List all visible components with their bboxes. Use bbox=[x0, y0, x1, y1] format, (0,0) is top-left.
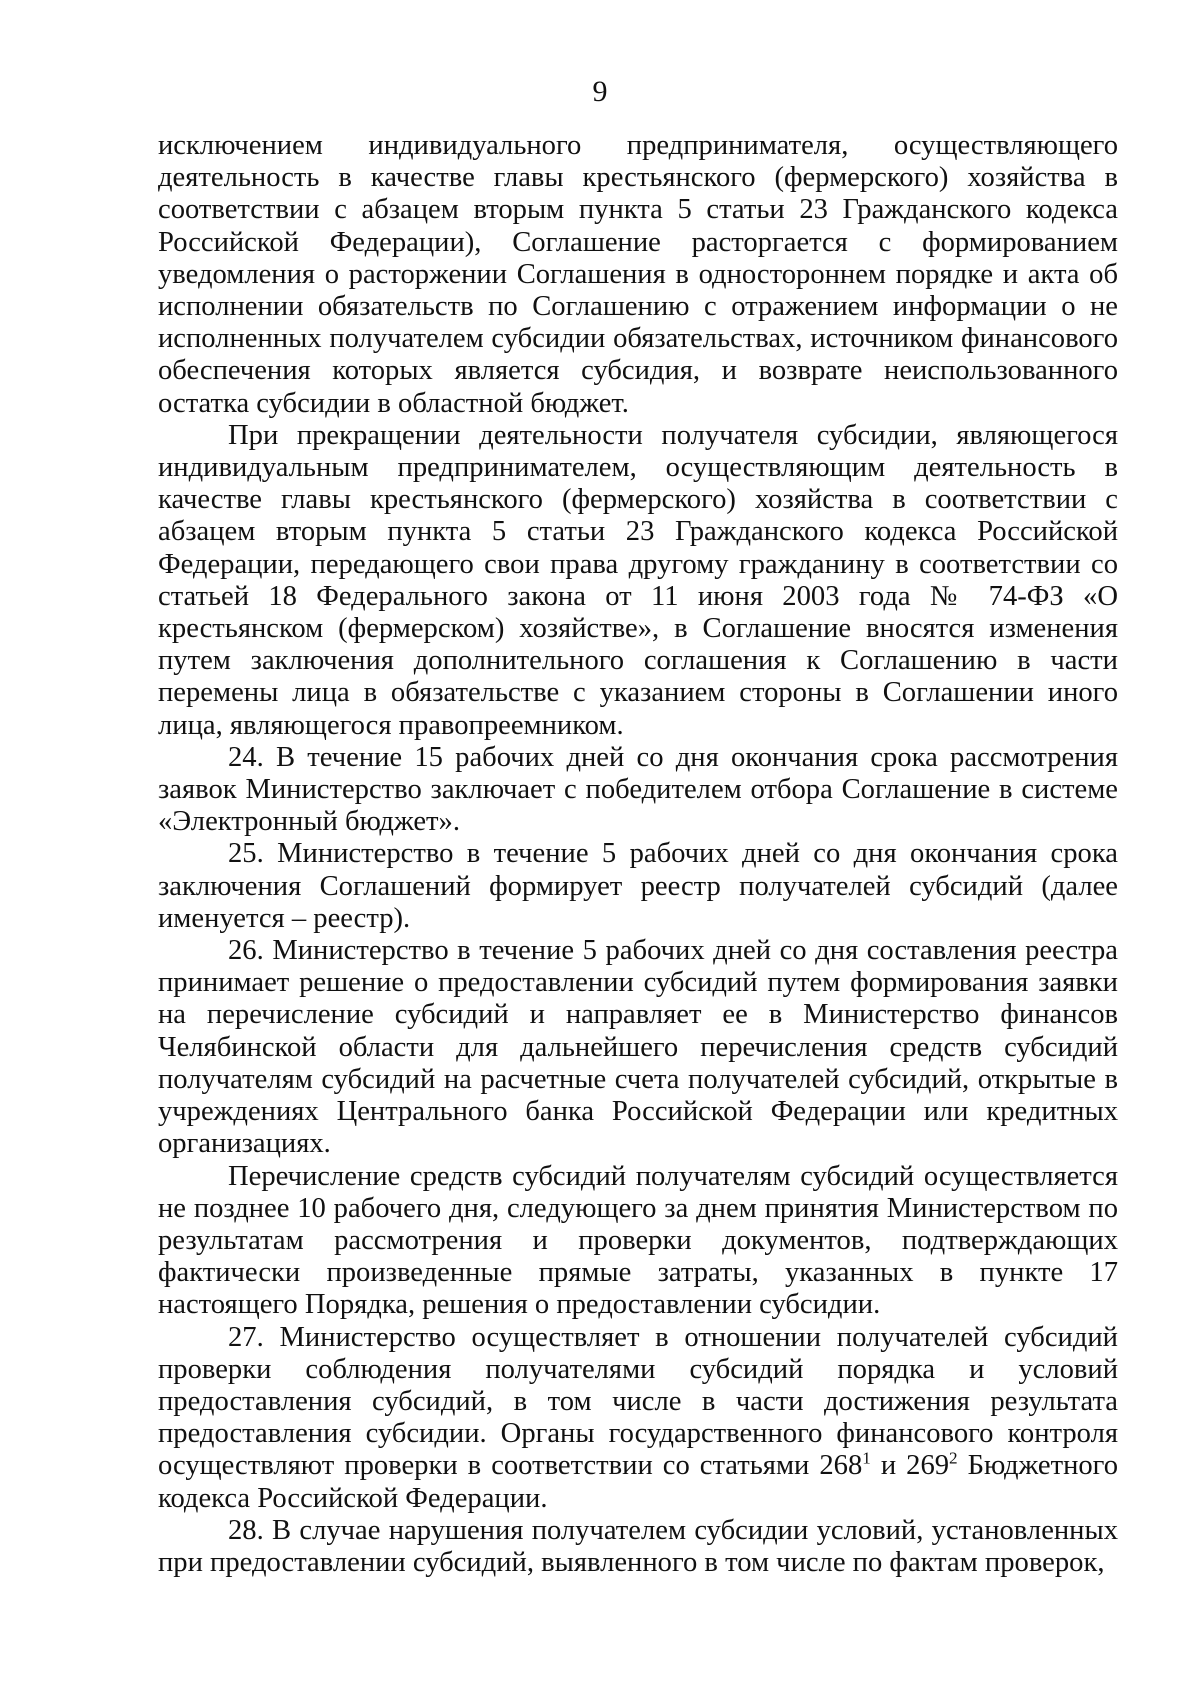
paragraph-item-27-text-3: Бюджетного кодекса Российской Федерации. bbox=[158, 1450, 1118, 1514]
paragraph-item-25: 25. Министерство в течение 5 рабочих дней со дня окончания срока заключения Соглашений формирует реестр получателей субсидий (далее именуется – реестр). bbox=[158, 838, 1118, 934]
paragraph-transfer-of-funds: Перечисление средств субсидий получателям субсидий осуществляется не позднее 10 рабочего дня, следующего за днем принятия Министерством по результатам рассмотрения и проверки документов, подтверждающих фактически произведенные прямые затраты, указанных в пункте 17 настоящего Порядка, решения о предоставлении субсидии. bbox=[158, 1160, 1118, 1321]
superscript-1: 1 bbox=[862, 1448, 871, 1468]
paragraph-item-24: 24. В течение 15 рабочих дней со дня окончания срока рассмотрения заявок Министерство заключает с победителем отбора Соглашение в системе «Электронный бюджет». bbox=[158, 741, 1118, 838]
paragraph-item-28: 28. В случае нарушения получателем субсидии условий, установленных при предоставлении субсидий, выявленного в том числе по фактам проверок, bbox=[158, 1514, 1118, 1578]
paragraph-termination-of-activity: При прекращении деятельности получателя субсидии, являющегося индивидуальным предпринимателем, осуществляющим деятельность в качестве главы крестьянского (фермерского) хозяйства в соответствии с абзацем вторым пункта 5 статьи 23 Гражданского кодекса Российской Федерации, передающего свои права другому гражданину в соответствии со статьей 18 Федерального закона от 11 июня 2003 года № 74-ФЗ «О крестьянском (фермерском) хозяйстве», в Соглашение вносятся изменения путем заключения дополнительного соглашения к Соглашению в части перемены лица в обязательстве с указанием стороны в Соглашении иного лица, являющегося правопреемником. bbox=[158, 419, 1118, 741]
paragraph-item-27 bbox=[158, 1322, 1118, 1515]
document-body bbox=[158, 130, 1118, 1579]
paragraph-item-26: 26. Министерство в течение 5 рабочих дней со дня составления реестра принимает решение о предоставлении субсидий путем формирования заявки на перечисление субсидий и направляет ее в Министерство финансов Челябинской области для дальнейшего перечисления средств субсидий получателям субсидий на расчетные счета получателей субсидий, открытые в учреждениях Центрального банка Российской Федерации или кредитных организациях. bbox=[158, 935, 1118, 1160]
paragraph-item-27-text-2: и 269 bbox=[870, 1450, 950, 1482]
paragraph-continuation: исключением индивидуального предпринимателя, осуществляющего деятельность в качестве главы крестьянского (фермерского) хозяйства в соответствии с абзацем вторым пункта 5 статьи 23 Гражданского кодекса Российской Федерации), Соглашение расторгается с формированием уведомления о расторжении Соглашения в одностороннем порядке и акта об исполнении обязательств по Соглашению с отражением информации о не исполненных получателем субсидии обязательствах, источником финансового обеспечения которых является субсидия, и возврате неиспользованного остатка субсидии в областной бюджет. bbox=[158, 130, 1118, 419]
page-number: 9 bbox=[592, 75, 608, 108]
paragraph-item-27-text-1: 27. Министерство осуществляет в отношении получателей субсидий проверки соблюдения получателями субсидий порядка и условий предоставления субсидий, в том числе в части достижения результата предоставления субсидии. Органы государственного финансового контроля осуществляют проверки в соответствии со статьями 268 bbox=[158, 1321, 1118, 1482]
superscript-2: 2 bbox=[949, 1448, 958, 1468]
